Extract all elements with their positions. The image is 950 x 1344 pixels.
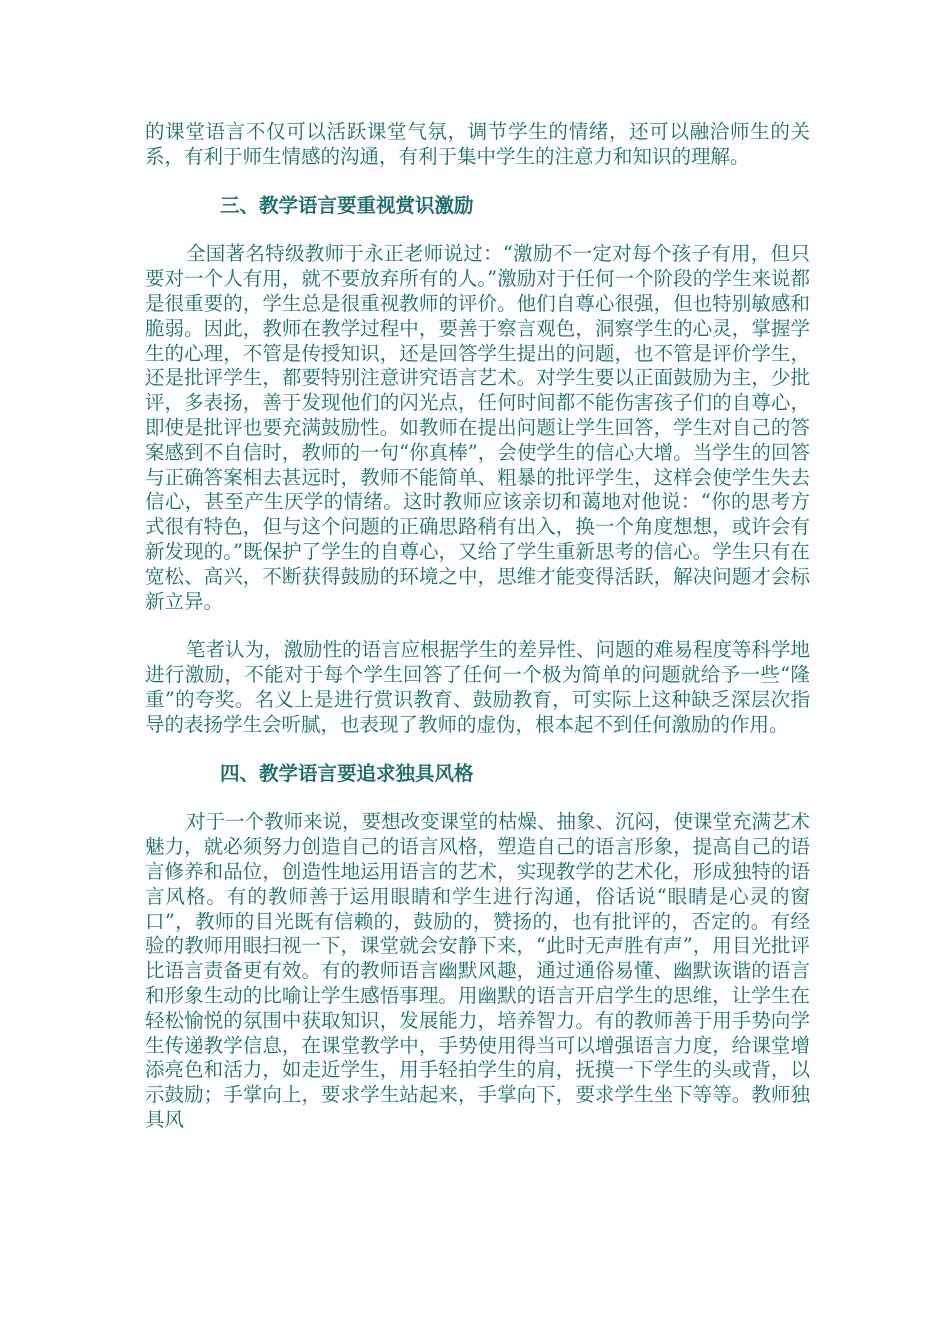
section-heading-3: 三、教学语言要重视赏识激励 [220, 193, 474, 217]
section-heading-4: 四、教学语言要追求独具风格 [220, 761, 474, 785]
paragraph-section4-1: 对于一个教师来说，要想改变课堂的枯燥、抽象、沉闷，使课堂充满艺术魅力，就必须努力创造自己的语言风格，塑造自己的语言形象，提高自己的语言修养和品位，创造性地运用语言的艺术，实现教学的艺术化，形成独特的语言风格。有的教师善于运用眼睛和学生进行沟通，俗话说“眼睛是心灵的窗口”，教师的目光既有信赖的，鼓励的，赞扬的，也有批评的，否定的。有经验的教师用眼扫视一下，课堂就会安静下来，“此时无声胜有声”，用目光批评比语言责备更有效。有的教师语言幽默风趣，通过通俗易懂、幽默诙谐的语言和形象生动的比喻让学生感悟事理。用幽默的语言开启学生的思维，让学生在轻松愉悦的氛围中获取知识，发展能力，培养智力。有的教师善于用手势向学生传递教学信息，在课堂教学中，手势使用得当可以增强语言力度，给课堂增添亮色和活力，如走近学生，用手轻拍学生的肩，抚摸一下学生的头或背，以示鼓励；手掌向上，要求学生站起来，手掌向下，要求学生坐下等等。教师独具风 [145, 810, 810, 1131]
paragraph-section3-1: 全国著名特级教师于永正老师说过：“激励不一定对每个孩子有用，但只要对一个人有用，就不要放弃所有的人。”激励对于任何一个阶段的学生来说都是很重要的，学生总是很重视教师的评价。他们自尊心很强，但也特别敏感和脆弱。因此，教师在教学过程中，要善于察言观色，洞察学生的心灵，掌握学生的心理，不管是传授知识，还是回答学生提出的问题，也不管是评价学生，还是批评学生，都要特别注意讲究语言艺术。对学生要以正面鼓励为主，少批评，多表扬，善于发现他们的闪光点，任何时间都不能伤害孩子们的自尊心，即使是批评也要充满鼓励性。如教师在提出问题让学生回答，学生对自己的答案感到不自信时，教师的一句“你真棒”，会使学生的信心大增。当学生的回答与正确答案相去甚远时，教师不能简单、粗暴的批评学生，这样会使学生失去信心，甚至产生厌学的情绪。这时教师应该亲切和蔼地对他说：“你的思考方式很有特色，但与这个问题的正确思路稍有出入，换一个角度想想，或许会有新发现的。”既保护了学生的自尊心，又给了学生重新思考的信心。学生只有在宽松、高兴，不断获得鼓励的环境之中，思维才能变得活跃，解决问题才会标新立异。 [145, 242, 810, 613]
paragraph-section3-2: 笔者认为，激励性的语言应根据学生的差异性、问题的难易程度等科学地进行激励，不能对于每个学生回答了任何一个极为简单的问题就给予一些“隆重”的夸奖。名义上是进行赏识教育、鼓励教育，可实际上这种缺乏深层次指导的表扬学生会听腻，也表现了教师的虚伪，根本起不到任何激励的作用。 [145, 638, 810, 736]
paragraph-continued: 的课堂语言不仅可以活跃课堂气氛，调节学生的情绪，还可以融洽师生的关系，有利于师生情感的沟通，有利于集中学生的注意力和知识的理解。 [145, 120, 810, 168]
document-page [145, 120, 810, 1157]
